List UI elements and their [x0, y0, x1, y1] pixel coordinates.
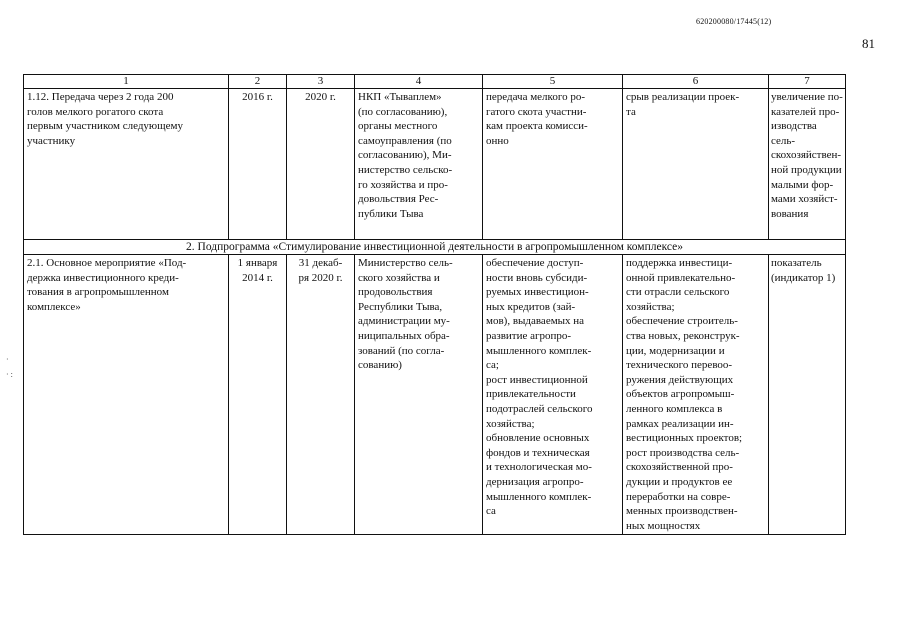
scan-mark: · : — [6, 370, 13, 379]
consequences-cell: поддержка инвестици- онной привлекательно- сти отрасли сельского хозяйства; обеспечение строитель- ства новых, реконструк- ции, модернизации и технического перевоо- ружения действующих объектов агропромыш- ленного комплекса в рамках реализации ин- вестиционных проектов; рост производства сель- скохозяйственной про- дукции и продуктов ее переработки на совре- менных производствен- ных мощностях — [623, 255, 769, 535]
expected-result-cell: обеспечение доступ- ности вновь субсиди- руемых инвестицион- ных кредитов (зай- мов), выдаваемых на развитие агропро- мышленного комплек- са; рост инвестиционной привлекательности подотраслей сельского хозяйства; обновление основных фондов и техническая и технологическая мо- дернизация агропро- мышленного комплек- са — [483, 255, 623, 535]
measures-table — [23, 74, 846, 535]
column-header: 6 — [623, 75, 769, 89]
column-header: 5 — [483, 75, 623, 89]
expected-result-cell: передача мелкого ро- гатого скота участни- кам проекта комисси- онно — [483, 89, 623, 240]
start-date-cell: 1 января 2014 г. — [229, 255, 287, 535]
table-row — [24, 255, 846, 535]
end-date-cell: 31 декаб- ря 2020 г. — [287, 255, 355, 535]
document-id: 620200080/17445(12) — [696, 17, 772, 26]
indicator-link-cell: увеличение по- казателей про- изводства сель- скохозяйствен- ной продукции малыми фор- мами хозяйст- вования — [769, 89, 846, 240]
section-title: 2. Подпрограмма «Стимулирование инвестиционной деятельности в агропромышленном комплексе» — [24, 240, 846, 255]
column-header: 3 — [287, 75, 355, 89]
section-row — [24, 240, 846, 255]
column-header: 2 — [229, 75, 287, 89]
start-date-cell: 2016 г. — [229, 89, 287, 240]
consequences-cell: срыв реализации проек- та — [623, 89, 769, 240]
column-header: 7 — [769, 75, 846, 89]
column-header: 4 — [355, 75, 483, 89]
executors-cell: Министерство сель- ского хозяйства и продовольствия Республики Тыва, администрации му- ниципальных обра- зований (по согла- сованию) — [355, 255, 483, 535]
table-row — [24, 89, 846, 240]
scan-mark: · — [6, 355, 9, 364]
measure-name-cell: 1.12. Передача через 2 года 200 голов мелкого рогатого скота первым участником следующему участнику — [24, 89, 229, 240]
page-number: 81 — [862, 36, 875, 51]
measure-name-cell: 2.1. Основное мероприятие «Под- держка инвестиционного креди- тования в агропромышленном комплексе» — [24, 255, 229, 535]
column-numbers-row — [24, 75, 846, 89]
executors-cell: НКП «Тываплем» (по согласованию), органы местного самоуправления (по согласованию), Ми- нистерство сельско- го хозяйства и про- довольствия Рес- публики Тыва — [355, 89, 483, 240]
column-header: 1 — [24, 75, 229, 89]
indicator-link-cell: показатель (индикатор 1) — [769, 255, 846, 535]
end-date-cell: 2020 г. — [287, 89, 355, 240]
